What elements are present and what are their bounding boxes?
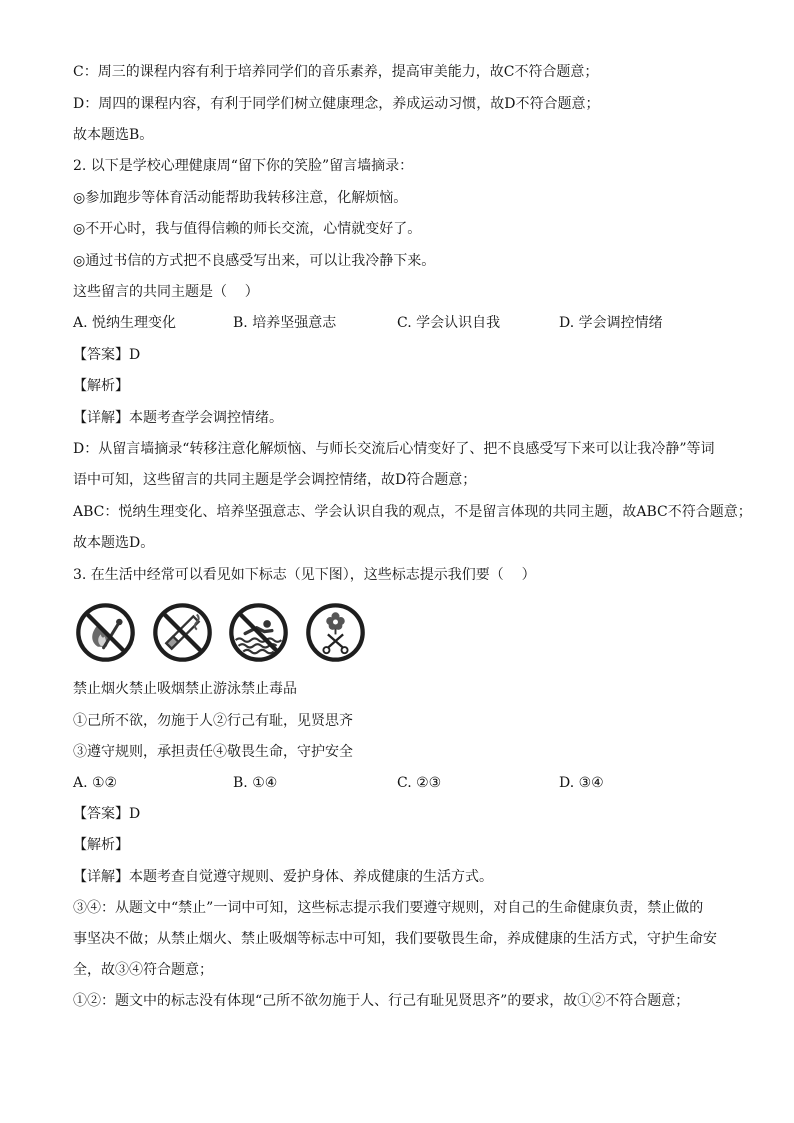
q2-message-1: ◎参加跑步等体育活动能帮助我转移注意，化解烦恼。 [73, 189, 408, 206]
q3-detail: 【详解】本题考查自觉遵守规则、爱护身体、养成健康的生活方式。 [73, 868, 493, 885]
q2-conclusion: 故本题选D。 [73, 535, 155, 552]
q3-analysis-34-line-2: 事坚决不做；从禁止烟火、禁止吸烟等标志中可知，我们要敬畏生命，养成健康的生活方式，守护生命安 [73, 930, 717, 947]
question-2 [73, 151, 794, 590]
q3-sign-caption: 禁止烟火禁止吸烟禁止游泳禁止毒品 [73, 681, 297, 698]
q3-options [73, 768, 794, 799]
no-drugs-icon [305, 602, 366, 663]
q2-stem: 2. 以下是学校心理健康周“留下你的笑脸”留言墙摘录： [73, 158, 414, 175]
q3-answer: 【答案】D [73, 806, 141, 823]
q3-stem: 3. 在生活中经常可以看见如下标志（见下图），这些标志提示我们要（ ） [73, 566, 536, 583]
question-1-analysis-tail [73, 57, 794, 151]
q2-options [73, 308, 794, 339]
q3-option-c: C. ②③ [397, 775, 442, 791]
match-head [116, 619, 122, 625]
q3-statement-line-1: ①己所不欲，勿施于人②行己有耻，见贤思齐 [73, 712, 353, 729]
q2-option-d: D. 学会调控情绪 [559, 315, 663, 332]
q2-analysis-d-line-1: D：从留言墙摘录“转移注意化解烦恼、与师长交流后心情变好了、把不良感受写下来可以让我冷静”等词 [73, 440, 715, 457]
q2-analysis-heading: 【解析】 [73, 378, 129, 395]
q1-conclusion: 故本题选B。 [73, 127, 154, 144]
q2-option-b: B. 培养坚强意志 [233, 315, 337, 332]
question-3 [73, 674, 794, 1017]
no-smoking-icon [152, 602, 213, 663]
q3-statement-line-2: ③遵守规则，承担责任④敬畏生命，守护安全 [73, 743, 353, 760]
q2-message-2: ◎不开心时，我与值得信赖的师长交流，心情就变好了。 [73, 221, 422, 238]
swimmer-head [263, 620, 271, 628]
q3-analysis-34-line-1: ③④：从题文中“禁止”一词中可知，这些标志提示我们要遵守规则，对自己的生命健康负责，禁止做的 [73, 899, 704, 916]
q2-analysis-d-line-2: 语中可知，这些留言的共同主题是学会调控情绪，故D符合题意； [73, 472, 477, 489]
q2-question: 这些留言的共同主题是（ ） [73, 284, 259, 301]
q3-signs [75, 602, 794, 663]
q3-option-b: B. ①④ [233, 775, 278, 791]
q2-message-3: ◎通过书信的方式把不良感受写出来，可以让我冷静下来。 [73, 252, 436, 269]
q2-analysis-abc: ABC：悦纳生理变化、培养坚强意志、学会认识自我的观点，不是留言体现的共同主题，故ABC不符合题意； [73, 503, 752, 520]
q2-option-a: A. 悦纳生理变化 [73, 315, 177, 332]
q2-option-c: C. 学会认识自我 [397, 315, 501, 332]
q3-analysis-heading: 【解析】 [73, 837, 129, 854]
q3-option-d: D. ③④ [559, 775, 604, 791]
flower-center [333, 619, 338, 624]
q1-option-c-analysis: C：周三的课程内容有利于培养同学们的音乐素养，提高审美能力，故C不符合题意； [73, 64, 599, 81]
no-swimming-icon [228, 602, 289, 663]
q3-analysis-34-line-3: 全，故③④符合题意； [73, 962, 213, 979]
q2-detail: 【详解】本题考查学会调控情绪。 [73, 409, 283, 426]
q2-answer: 【答案】D [73, 346, 141, 363]
no-fire-icon [75, 602, 136, 663]
q3-analysis-12: ①②：题文中的标志没有体现“己所不欲勿施于人、行己有耻见贤思齐”的要求，故①②不符合题意； [73, 993, 690, 1010]
q3-option-a: A. ①② [73, 775, 118, 791]
q1-option-d-analysis: D：周四的课程内容，有利于同学们树立健康理念，养成运动习惯，故D不符合题意； [73, 95, 600, 112]
